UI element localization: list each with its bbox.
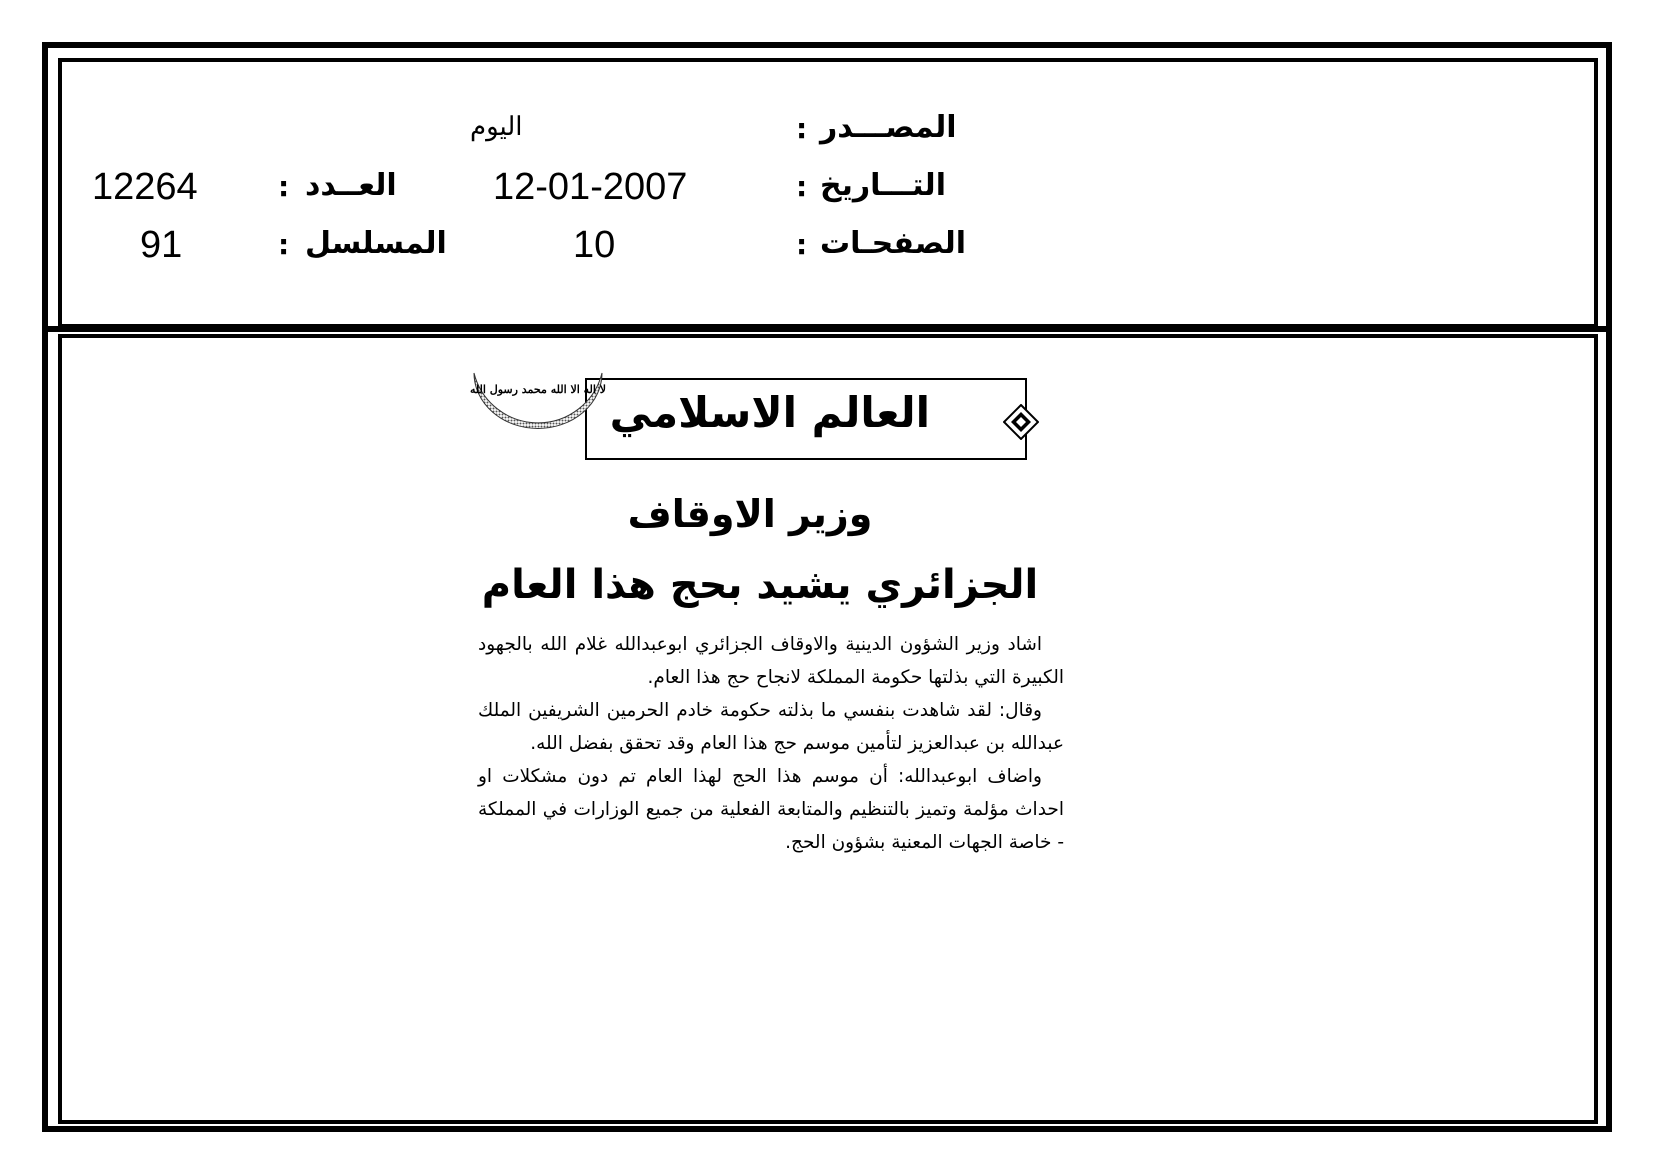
source-value: اليوم: [470, 112, 523, 142]
pages-colon: :: [796, 228, 808, 261]
pages-value: 10: [573, 224, 616, 266]
header-divider: [48, 326, 1606, 332]
article-body: [478, 628, 1064, 859]
emblem-text: لا اله الا الله محمد رسول الله: [469, 383, 607, 396]
crescent-emblem-icon: [468, 365, 608, 475]
serial-label: المسلسل: [305, 226, 447, 261]
article-paragraph: وقال: لقد شاهدت بنفسي ما بذلته حكومة خادم الحرمين الشريفين الملك عبدالله بن عبدالعزيز لتأمين موسم حج هذا العام وقد تحقق بفضل الله.: [478, 700, 1064, 754]
diamond-icon: [1003, 404, 1039, 440]
issue-label: العــدد: [305, 168, 397, 203]
date-colon: :: [796, 170, 808, 203]
serial-value: 91: [140, 224, 183, 266]
section-title: العالم الاسلامي: [609, 388, 930, 437]
headline-primary: وزير الاوقاف: [627, 492, 873, 536]
source-label: المصـــدر: [820, 110, 957, 145]
article-paragraph: واضاف ابوعبدالله: أن موسم هذا الحج لهذا العام تم دون مشكلات او احداث مؤلمة وتميز بالتنظيم والمتابعة الفعلية من جميع الوزارات في المملكة - خاصة الجهات المعنية بشؤون الحج.: [478, 766, 1064, 853]
date-value: 12-01-2007: [493, 166, 688, 208]
serial-colon: :: [278, 228, 290, 261]
issue-value: 12264: [92, 166, 198, 208]
date-label: التـــاريخ: [820, 168, 946, 203]
pages-label: الصفحـات: [820, 226, 966, 261]
issue-colon: :: [278, 170, 290, 203]
article-paragraph: اشاد وزير الشؤون الدينية والاوقاف الجزائري ابوعبدالله غلام الله بالجهود الكبيرة التي بذلتها حكومة المملكة لانجاح حج هذا العام.: [478, 634, 1064, 688]
headline-secondary: الجزائري يشيد بحج هذا العام: [481, 562, 1039, 608]
section-banner: [585, 378, 1027, 460]
source-colon: :: [796, 112, 808, 145]
